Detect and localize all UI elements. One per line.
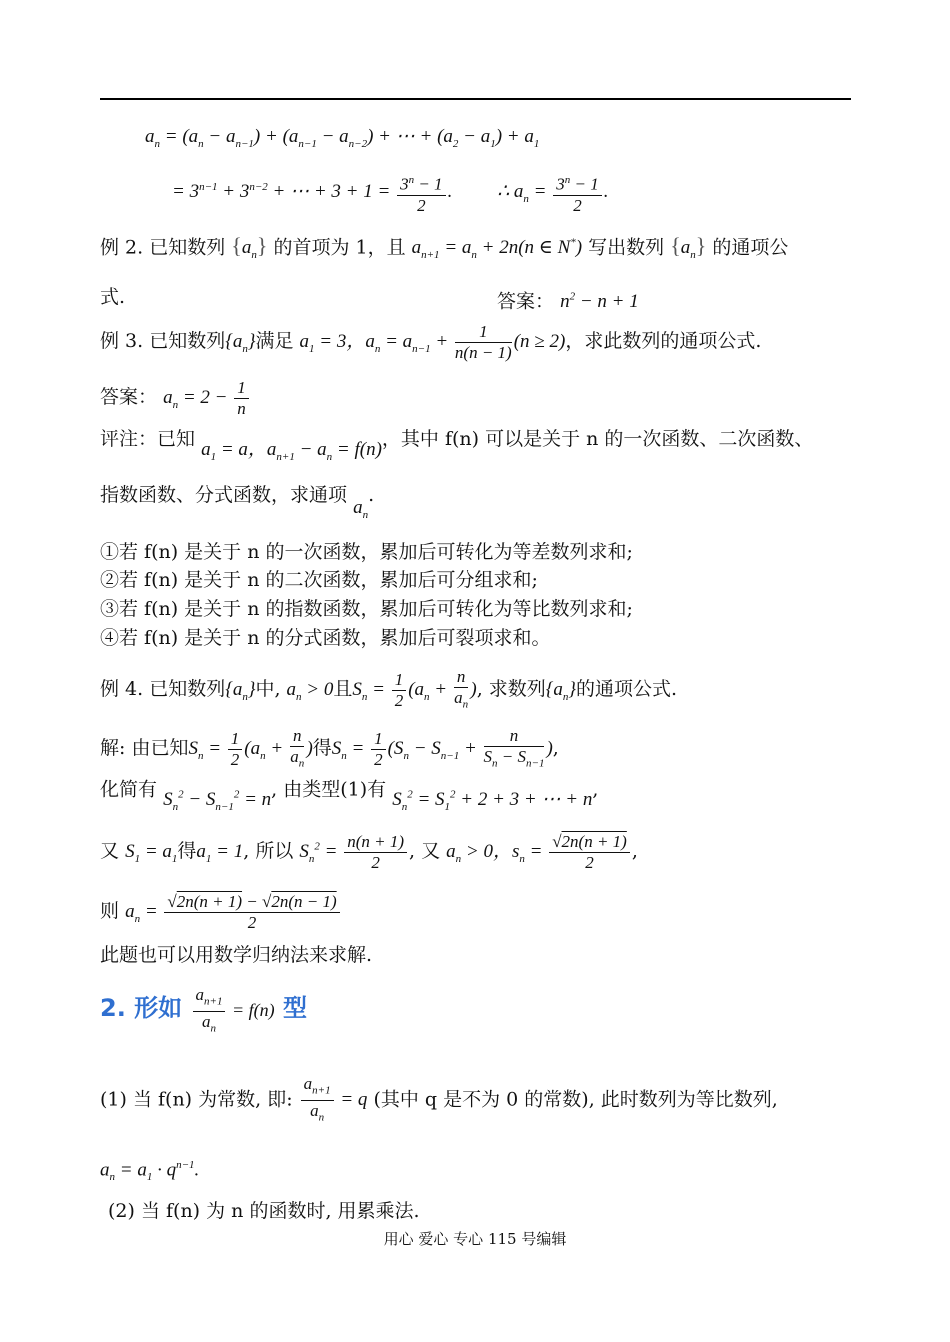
seq-an-braces-5: $\{a_n\}$ bbox=[545, 679, 576, 703]
section-formula: $\frac{a_{n+1}}{a_n}$ = f(n) bbox=[191, 1000, 275, 1020]
ex2-text-b: 的首项为 1，且 bbox=[273, 236, 406, 259]
simp-formula-2: $S_n^2 = S_1^2 + 2 + 3$ + ⋯ + n bbox=[392, 789, 593, 814]
ex4-text-c: 且 bbox=[333, 678, 353, 701]
ex4-text-a: 例 4. 已知数列 bbox=[100, 678, 226, 701]
ex4-text-b: 中, bbox=[255, 678, 281, 701]
note-formula: $a_1 = a$，$a_{n+1} - a_n = f(n)$ bbox=[201, 439, 382, 463]
sol-text-b: 得 bbox=[312, 737, 332, 760]
ex2-text-a: 例 2. 已知数列 bbox=[100, 236, 226, 259]
solution-line-1: 解: 由已知$S_n$ = $\frac{1}{2}$ ($a_n$ + $\frac{n}{a_n}$ )得$S_n$ = $\frac{1}{2}$ ($S_n - S_{n-1}$ + $\frac{n}{S_n - S_{n-1}}$ ), bbox=[100, 726, 559, 770]
answer2-formula: $a_n = 2$ − $\frac{1}{n}$ bbox=[163, 387, 251, 408]
answer-formula: $n^2 - n + 1$ bbox=[560, 291, 639, 313]
section-heading bbox=[100, 985, 307, 1039]
case-1 bbox=[100, 1074, 778, 1128]
ex4-text-d: , 求数列 bbox=[476, 678, 546, 701]
ex3-text-a: 例 3. 已知数列 bbox=[100, 329, 226, 352]
ex4-formula: $S_n$ = $\frac{1}{2}$ ($a_n$ + $\frac{n}{a_n}$ ) bbox=[352, 667, 477, 711]
ex3-text-c: ，求此数列的通项公式. bbox=[565, 329, 762, 352]
simp-formula-1: $S_n^2 - S_{n-1}^2 = n$ bbox=[163, 789, 272, 814]
geometric-formula: $a_n = a_1 \cdot q^{n-1}$. bbox=[100, 1159, 200, 1184]
note-text-b: ，其中 f(n) 可以是关于 n 的一次函数、二次函数、 bbox=[381, 428, 814, 450]
case-2: (2) 当 f(n) 为 n 的函数时, 用累乘法. bbox=[108, 1200, 420, 1222]
case1-text-a: (1) 当 f(n) 为常数, 即: bbox=[100, 1088, 293, 1111]
note-text-a: 评注：已知 bbox=[100, 428, 196, 450]
simplify-line: 化简有 $S_n^2 - S_{n-1}^2 = n$, 由类型(1)有 $S_n^2 = S_1^2 + 2 + 3$ + ⋯ + n, bbox=[100, 778, 599, 814]
example-2 bbox=[100, 230, 788, 268]
again-text-d: , 又 bbox=[409, 839, 441, 862]
list-item-2: ②若 f(n) 是关于 n 的二次函数，累加后可分组求和; bbox=[100, 569, 538, 591]
note-text-c: 指数函数、分式函数，求通项 bbox=[100, 484, 348, 506]
section-type: 型 bbox=[282, 994, 307, 1023]
then-line bbox=[100, 892, 342, 933]
again-formula-3: $S_n^2$ = $\frac{n(n + 1)}{2}$ bbox=[299, 841, 409, 862]
example-2-answer bbox=[497, 284, 639, 315]
formula-telescoping: $a_n = (a_n - a_{n-1}) + (a_{n-1} - a_{n-2})$ + ⋯ + $(a_2 - a_1) + a_1$ bbox=[145, 126, 540, 150]
formula-sum-result: = $3^{n-1} + 3^{n-2}$ + ⋯ + 3 + 1 = $\frac{3^n - 1}{2}$ . ∴ $a_n$ = $\frac{3^n - 1}{2}$ . bbox=[172, 170, 608, 216]
formula-ex3: $a_1 = 3$，$a_n = a_{n-1}$ + $\frac{1}{n(n - 1)}$ (n ≥ 2) bbox=[299, 322, 566, 362]
ex2-text-e: 式. bbox=[100, 286, 126, 308]
formula-ex2: $a_{n+1} = a_n + 2n(n$ ∈ N*) bbox=[411, 237, 583, 262]
ex3-text-b: 满足 bbox=[255, 329, 294, 352]
note-text-d: . bbox=[368, 484, 375, 506]
ex4-cond: $a_n > 0$ bbox=[286, 679, 334, 703]
again-text-a: 又 bbox=[100, 839, 120, 862]
induction-line: 此题也可以用数学归纳法来求解. bbox=[100, 944, 373, 966]
simp-text-a: 化简有 bbox=[100, 778, 158, 801]
answer-label: 答案： bbox=[497, 290, 555, 313]
again-formula-4: $a_n > 0$，$s_n$ = $\frac{√2n(n + 1)}{2}$ bbox=[446, 841, 632, 862]
ex4-text-e: 的通项公式. bbox=[576, 678, 678, 701]
sol-formula-1: $S_n$ = $\frac{1}{2}$ ($a_n$ + $\frac{n}{a_n}$ ) bbox=[188, 726, 313, 770]
ex2-text-d: 的通项公 bbox=[712, 236, 789, 259]
simp-text-b: , 由类型(1)有 bbox=[271, 778, 387, 801]
example-4 bbox=[100, 667, 677, 714]
header-rule bbox=[100, 98, 851, 100]
then-text-a: 则 bbox=[100, 899, 120, 922]
again-line: 又 $S_1 = a_1$得$a_1 = 1$, 所以 $S_n^2$ = $\frac{n(n + 1)}{2}$ , 又 $a_n > 0$，$s_n$ = $\frac{√2n(n + 1)}{2}$ , bbox=[100, 832, 638, 872]
note-line-1 bbox=[100, 426, 814, 463]
again-text-c: , 所以 bbox=[243, 839, 294, 862]
again-formula-2: $a_1 = 1$ bbox=[196, 840, 244, 865]
list-item-1: ①若 f(n) 是关于 n 的一次函数，累加后可转化为等差数列求和; bbox=[100, 541, 633, 563]
ex2-text-c: 写出数列 bbox=[588, 236, 665, 259]
case1-text-b: (其中 q 是不为 0 的常数), 此时数列为等比数列, bbox=[373, 1088, 778, 1111]
page-footer: 用心 爱心 专心 115 号编辑 bbox=[383, 1230, 567, 1248]
then-formula: $a_n$ = $\frac{√2n(n + 1) - √2n(n - 1)}{2}$ bbox=[125, 901, 342, 922]
seq-an-braces: $\{a_n\}$ bbox=[231, 233, 268, 262]
seq-an-braces-4: $\{a_n\}$ bbox=[225, 679, 256, 703]
sol-formula-2: $S_n$ = $\frac{1}{2}$ ($S_n - S_{n-1}$ + $\frac{n}{S_n - S_{n-1}}$ ) bbox=[331, 726, 553, 770]
sol-text-a: 解: 由已知 bbox=[100, 737, 189, 760]
list-item-4: ④若 f(n) 是关于 n 的分式函数，累加后可裂项求和。 bbox=[100, 627, 551, 649]
seq-an-braces-2: $\{a_n\}$ bbox=[670, 233, 707, 262]
example-3-answer bbox=[100, 378, 251, 419]
note-line-2 bbox=[100, 482, 375, 521]
again-text-b: 得 bbox=[177, 839, 197, 862]
example-2-cont bbox=[100, 284, 125, 310]
note-an: $a_n$ bbox=[353, 497, 369, 521]
answer2-label: 答案： bbox=[100, 385, 158, 408]
seq-an-braces-3: $\{a_n\}$ bbox=[225, 330, 256, 355]
example-3 bbox=[100, 322, 761, 363]
section-title: 2. 形如 bbox=[100, 994, 183, 1023]
list-item-3: ③若 f(n) 是关于 n 的指数函数，累加后可转化为等比数列求和; bbox=[100, 598, 633, 620]
again-formula-1: $S_1 = a_1$ bbox=[125, 840, 178, 865]
case1-formula: $\frac{a_{n+1}}{a_n}$ = q bbox=[299, 1089, 368, 1110]
